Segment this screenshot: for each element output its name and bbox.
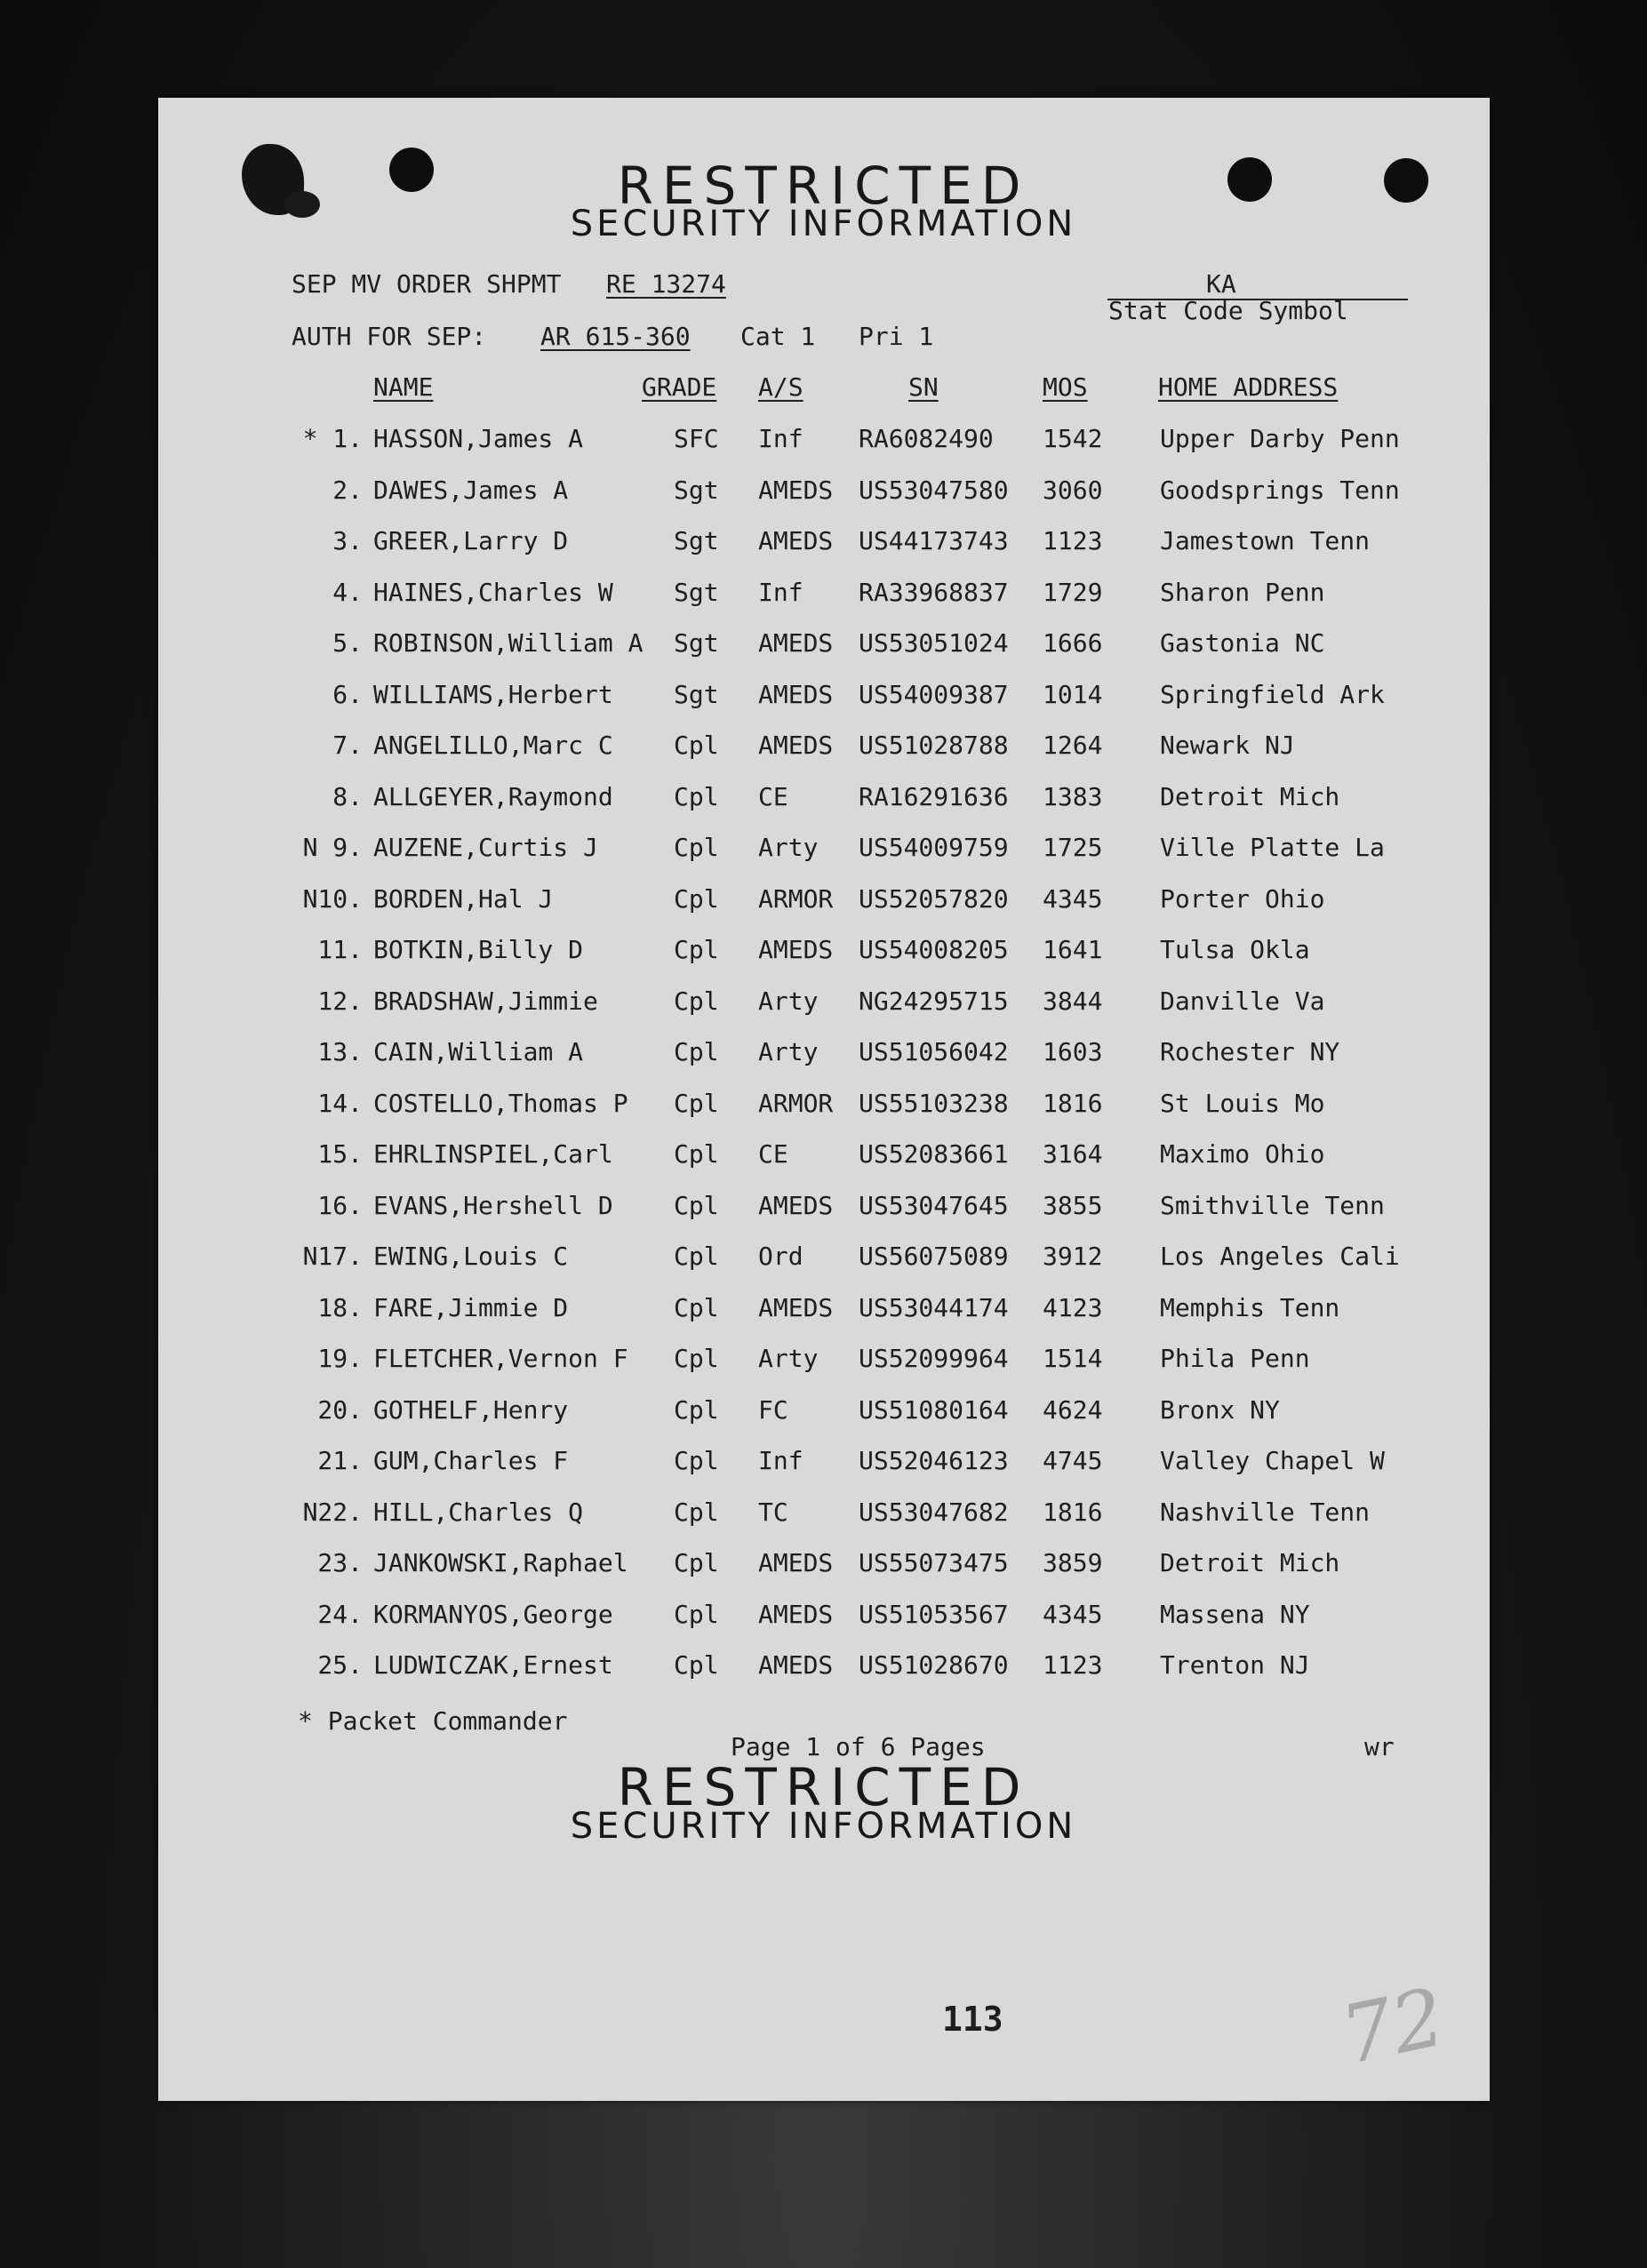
row-number: 20. — [317, 1394, 363, 1425]
soldier-name: EHRLINSPIEL,Carl — [373, 1139, 613, 1169]
home-address: Rochester NY — [1160, 1037, 1340, 1066]
table-row — [0, 628, 1647, 667]
soldier-name: HILL,Charles Q — [373, 1497, 584, 1527]
row-number: 6. — [332, 679, 363, 709]
soldier-name: ANGELILLO,Marc C — [373, 731, 613, 760]
mos-code: 1514 — [1043, 1344, 1103, 1373]
serial-number: US51028670 — [859, 1650, 1009, 1680]
grade: Cpl — [674, 1190, 719, 1220]
row-number: 5. — [332, 628, 363, 658]
mos-code: 1264 — [1043, 731, 1103, 760]
row-number: 3. — [332, 526, 363, 555]
home-address: Massena NY — [1160, 1599, 1310, 1629]
serial-number: RA6082490 — [859, 424, 994, 453]
grade: Cpl — [674, 1497, 719, 1527]
mos-code: 4345 — [1043, 883, 1103, 914]
col-header-home-address: HOME ADDRESS — [1158, 372, 1339, 402]
arm-service: Arty — [758, 833, 819, 862]
mos-code: 1641 — [1043, 935, 1103, 964]
row-number: 7. — [332, 731, 363, 760]
arm-service: Arty — [758, 1037, 819, 1066]
home-address: Nashville Tenn — [1160, 1497, 1371, 1527]
serial-number: US53044174 — [859, 1292, 1009, 1322]
mos-code: 1014 — [1043, 679, 1103, 709]
soldier-name: AUZENE,Curtis J — [373, 833, 598, 862]
arm-service: Inf — [758, 577, 804, 607]
table-row — [0, 526, 1647, 564]
soldier-name: LUDWICZAK,Ernest — [373, 1650, 613, 1680]
row-number: N22. — [302, 1497, 363, 1527]
arm-service: AMEDS — [758, 628, 834, 658]
serial-number: US51056042 — [859, 1037, 1009, 1066]
col-header-name: NAME — [373, 372, 434, 402]
typist-initials: wr — [1364, 1732, 1395, 1761]
soldier-name: HASSON,James A — [373, 424, 584, 453]
soldier-name: EWING,Louis C — [373, 1242, 569, 1271]
home-address: Detroit Mich — [1160, 1548, 1340, 1577]
grade: Cpl — [674, 731, 719, 760]
table-row — [0, 1497, 1647, 1536]
home-address: Ville Platte La — [1160, 833, 1385, 862]
serial-number: US51080164 — [859, 1394, 1009, 1425]
soldier-name: BRADSHAW,Jimmie — [373, 986, 598, 1016]
row-number: 8. — [332, 781, 363, 811]
security-info-stamp-bottom: SECURITY INFORMATION — [570, 1806, 1077, 1847]
soldier-name: GREER,Larry D — [373, 526, 569, 555]
grade: Cpl — [674, 833, 719, 862]
grade: Cpl — [674, 1242, 719, 1271]
table-row — [0, 1650, 1647, 1689]
serial-number: US55073475 — [859, 1548, 1009, 1577]
mos-code: 1383 — [1043, 781, 1103, 811]
arm-service: TC — [758, 1497, 788, 1527]
arm-service: Inf — [758, 424, 804, 453]
home-address: Goodsprings Tenn — [1160, 475, 1400, 505]
auth-label: AUTH FOR SEP: — [292, 322, 487, 351]
serial-number: US53047580 — [859, 475, 1009, 505]
grade: Cpl — [674, 935, 719, 964]
row-number: N10. — [302, 883, 363, 914]
soldier-name: WILLIAMS,Herbert — [373, 679, 613, 709]
table-row — [0, 1139, 1647, 1178]
home-address: Danville Va — [1160, 986, 1325, 1016]
packet-commander-note: * Packet Commander — [298, 1706, 568, 1736]
arm-service: AMEDS — [758, 1650, 834, 1680]
grade: Cpl — [674, 1548, 719, 1577]
mos-code: 3844 — [1043, 986, 1103, 1016]
row-number: 11. — [317, 935, 363, 964]
table-row — [0, 835, 1647, 871]
serial-number: US54009387 — [859, 679, 1009, 709]
row-number: 21. — [317, 1446, 363, 1475]
arm-service: ARMOR — [758, 883, 834, 914]
arm-service: AMEDS — [758, 475, 834, 505]
serial-number: US56075089 — [859, 1242, 1009, 1271]
table-row — [0, 733, 1647, 769]
grade: Cpl — [674, 883, 719, 914]
mos-code: 4123 — [1043, 1292, 1103, 1322]
stat-code: KA — [1206, 269, 1236, 299]
arm-service: AMEDS — [758, 679, 834, 709]
order-number: RE 13274 — [606, 269, 726, 299]
serial-number: US53047682 — [859, 1497, 1009, 1527]
soldier-name: JANKOWSKI,Raphael — [373, 1548, 628, 1577]
col-header-sn: SN — [908, 372, 939, 402]
row-number: 2. — [332, 475, 363, 505]
grade: Cpl — [674, 1088, 719, 1118]
row-number: 25. — [317, 1650, 363, 1680]
auth-regulation: AR 615-360 — [540, 322, 691, 351]
grade: Cpl — [674, 781, 719, 811]
home-address: St Louis Mo — [1160, 1088, 1325, 1118]
serial-number: US52083661 — [859, 1139, 1009, 1169]
soldier-name: COSTELLO,Thomas P — [373, 1088, 628, 1118]
mos-code: 3164 — [1043, 1139, 1103, 1169]
serial-number: US52046123 — [859, 1446, 1009, 1475]
table-row — [0, 424, 1647, 462]
mos-code: 1816 — [1043, 1497, 1103, 1527]
table-row — [0, 781, 1647, 820]
soldier-name: HAINES,Charles W — [373, 577, 613, 607]
row-number: 18. — [317, 1292, 363, 1322]
row-number: N17. — [302, 1242, 363, 1271]
arm-service: Arty — [758, 1344, 819, 1373]
arm-service: AMEDS — [758, 935, 834, 964]
row-number: 4. — [332, 577, 363, 607]
mos-code: 3859 — [1043, 1548, 1103, 1577]
grade: Sgt — [674, 475, 719, 505]
grade: Cpl — [674, 1037, 719, 1066]
grade: Cpl — [674, 1344, 719, 1373]
soldier-name: DAWES,James A — [373, 475, 569, 505]
mos-code: 4745 — [1043, 1446, 1103, 1475]
arm-service: AMEDS — [758, 731, 834, 760]
home-address: Trenton NJ — [1160, 1650, 1310, 1680]
grade: Cpl — [674, 1139, 719, 1169]
home-address: Bronx NY — [1160, 1394, 1280, 1425]
stat-code-label: Stat Code Symbol — [1108, 296, 1348, 325]
serial-number: US52099964 — [859, 1344, 1009, 1373]
mos-code: 3912 — [1043, 1242, 1103, 1271]
arm-service: AMEDS — [758, 1190, 834, 1220]
serial-number: US51028788 — [859, 731, 1009, 760]
arm-service: CE — [758, 781, 788, 811]
home-address: Smithville Tenn — [1160, 1190, 1385, 1220]
col-header-mos: MOS — [1043, 372, 1088, 402]
serial-number: US51053567 — [859, 1599, 1009, 1629]
mos-code: 1123 — [1043, 526, 1103, 555]
arm-service: Inf — [758, 1446, 804, 1475]
home-address: Maximo Ohio — [1160, 1139, 1325, 1169]
grade: Cpl — [674, 1599, 719, 1629]
mos-code: 1816 — [1043, 1088, 1103, 1118]
serial-number: US53047645 — [859, 1190, 1009, 1220]
mos-code: 1123 — [1043, 1650, 1103, 1680]
grade: Cpl — [674, 1446, 719, 1475]
row-number: * 1. — [302, 424, 363, 453]
grade: Sgt — [674, 526, 719, 555]
security-info-stamp-top: SECURITY INFORMATION — [570, 204, 1077, 244]
arm-service: AMEDS — [758, 1548, 834, 1577]
table-row — [0, 1446, 1647, 1484]
page-count: Page 1 of 6 Pages — [731, 1732, 986, 1761]
soldier-name: BORDEN,Hal J — [373, 883, 554, 914]
table-row — [0, 1599, 1647, 1638]
table-row — [0, 475, 1647, 514]
home-address: Phila Penn — [1160, 1344, 1310, 1373]
serial-number: US53051024 — [859, 628, 1009, 658]
serial-number: RA33968837 — [859, 577, 1009, 607]
home-address: Jamestown Tenn — [1160, 526, 1371, 555]
row-number: 15. — [317, 1139, 363, 1169]
home-address: Tulsa Okla — [1160, 935, 1310, 964]
home-address: Los Angeles Cali — [1160, 1242, 1400, 1271]
table-row — [0, 577, 1647, 616]
serial-number: NG24295715 — [859, 986, 1009, 1016]
mos-code: 4345 — [1043, 1599, 1103, 1629]
restricted-stamp-top: RESTRICTED — [617, 156, 1030, 216]
col-header-grade: GRADE — [642, 372, 717, 402]
serial-number: US54008205 — [859, 935, 1009, 964]
soldier-name: ALLGEYER,Raymond — [373, 781, 613, 811]
home-address: Porter Ohio — [1160, 883, 1325, 914]
mos-code: 1666 — [1043, 628, 1103, 658]
table-row — [0, 1548, 1647, 1586]
home-address: Sharon Penn — [1160, 577, 1325, 607]
mos-code: 3855 — [1043, 1190, 1103, 1220]
home-address: Springfield Ark — [1160, 679, 1385, 709]
row-number: 13. — [317, 1037, 363, 1066]
mos-code: 1729 — [1043, 577, 1103, 607]
table-row — [0, 1037, 1647, 1075]
mos-code: 1725 — [1043, 833, 1103, 862]
arm-service: AMEDS — [758, 1599, 834, 1629]
row-number: N 9. — [302, 833, 363, 862]
grade: Sgt — [674, 628, 719, 658]
table-row — [0, 935, 1647, 973]
row-number: 24. — [317, 1599, 363, 1629]
col-header-as: A/S — [758, 372, 804, 402]
row-number: 12. — [317, 986, 363, 1016]
priority: Pri 1 — [859, 322, 934, 351]
home-address: Memphis Tenn — [1160, 1292, 1340, 1322]
folio-number: 113 — [942, 2000, 1003, 2039]
row-number: 14. — [317, 1088, 363, 1118]
soldier-name: GOTHELF,Henry — [373, 1394, 569, 1425]
mos-code: 1542 — [1043, 424, 1103, 453]
mos-code: 3060 — [1043, 475, 1103, 505]
soldier-name: KORMANYOS,George — [373, 1599, 613, 1629]
arm-service: Ord — [758, 1242, 804, 1271]
arm-service: AMEDS — [758, 526, 834, 555]
serial-number: US52057820 — [859, 883, 1009, 914]
order-label: SEP MV ORDER SHPMT — [292, 269, 562, 299]
table-row — [0, 1394, 1647, 1433]
soldier-name: GUM,Charles F — [373, 1446, 569, 1475]
table-row — [0, 986, 1647, 1025]
table-row — [0, 1346, 1647, 1382]
grade: Cpl — [674, 1292, 719, 1322]
arm-service: CE — [758, 1139, 788, 1169]
table-row — [0, 1190, 1647, 1229]
row-number: 19. — [317, 1344, 363, 1373]
grade: SFC — [674, 424, 719, 453]
table-row — [0, 1244, 1647, 1280]
soldier-name: FARE,Jimmie D — [373, 1292, 569, 1322]
serial-number: US55103238 — [859, 1088, 1009, 1118]
home-address: Detroit Mich — [1160, 781, 1340, 811]
home-address: Upper Darby Penn — [1160, 424, 1400, 453]
arm-service: FC — [758, 1394, 788, 1425]
soldier-name: BOTKIN,Billy D — [373, 935, 584, 964]
mos-code: 1603 — [1043, 1037, 1103, 1066]
table-row — [0, 679, 1647, 718]
serial-number: US44173743 — [859, 526, 1009, 555]
soldier-name: EVANS,Hershell D — [373, 1190, 613, 1220]
arm-service: Arty — [758, 986, 819, 1016]
restricted-stamp-bottom: RESTRICTED — [617, 1757, 1030, 1817]
home-address: Valley Chapel W — [1160, 1446, 1385, 1475]
mos-code: 4624 — [1043, 1394, 1103, 1425]
grade: Cpl — [674, 1650, 719, 1680]
grade: Cpl — [674, 986, 719, 1016]
row-number: 23. — [317, 1548, 363, 1577]
row-number: 16. — [317, 1190, 363, 1220]
grade: Sgt — [674, 679, 719, 709]
soldier-name: ROBINSON,William A — [373, 628, 644, 658]
grade: Cpl — [674, 1394, 719, 1425]
arm-service: AMEDS — [758, 1292, 834, 1322]
pencil-mark: 72 — [1333, 1970, 1453, 2083]
home-address: Gastonia NC — [1160, 628, 1325, 658]
soldier-name: FLETCHER,Vernon F — [373, 1344, 628, 1373]
arm-service: ARMOR — [758, 1088, 834, 1118]
home-address: Newark NJ — [1160, 731, 1295, 760]
table-row — [0, 1292, 1647, 1331]
serial-number: RA16291636 — [859, 781, 1009, 811]
table-row — [0, 1088, 1647, 1127]
category: Cat 1 — [740, 322, 816, 351]
grade: Sgt — [674, 577, 719, 607]
serial-number: US54009759 — [859, 833, 1009, 862]
table-row — [0, 883, 1647, 922]
soldier-name: CAIN,William A — [373, 1037, 584, 1066]
